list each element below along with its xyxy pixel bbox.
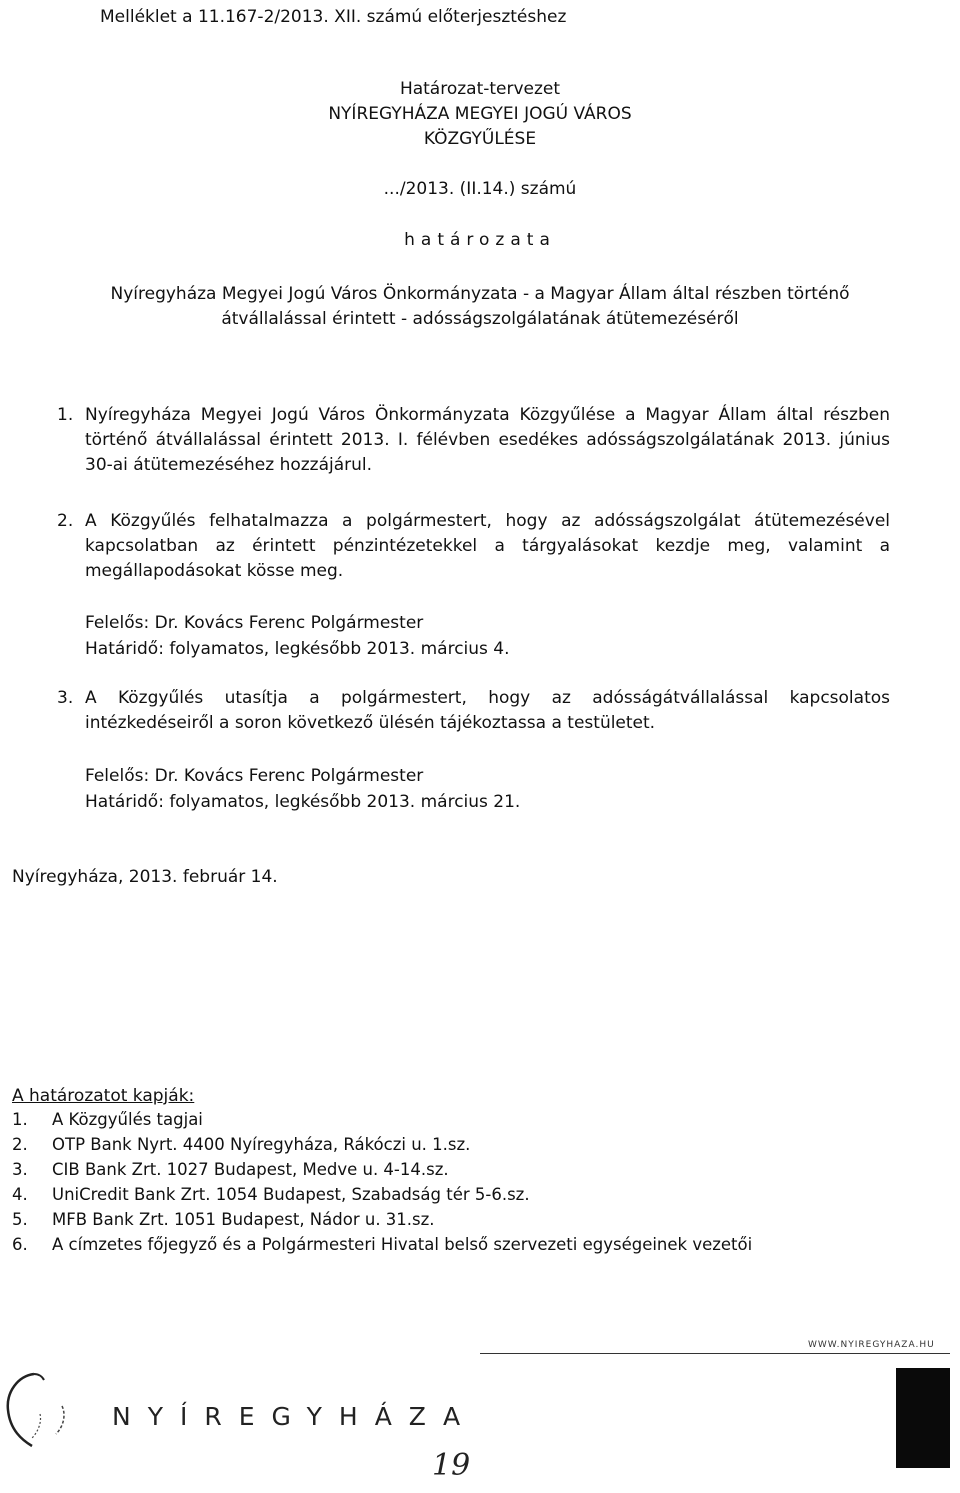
point-1-number: 1. [57, 405, 74, 425]
assembly-heading: KÖZGYŰLÉSE [423, 129, 537, 149]
point-3-number: 3. [57, 688, 74, 708]
attachment-reference: Melléklet a 11.167-2/2013. XII. számú előterjesztéshez [100, 7, 567, 27]
draft-label: Határozat-tervezet [399, 79, 561, 99]
recipient-item: 3. CIB Bank Zrt. 1027 Budapest, Medve u. 4-14.sz. [12, 1160, 449, 1179]
subject-line-1: Nyíregyháza Megyei Jogú Város Önkormányzata - a Magyar Állam által részben történő [110, 284, 850, 304]
resolution-word: határozata [404, 230, 556, 250]
footer-divider [480, 1353, 950, 1354]
point-3-deadline: Határidő: folyamatos, legkésőbb 2013. március 21. [85, 792, 521, 812]
recipient-item: 6. A címzetes főjegyző és a Polgármesteri Hivatal belső szervezeti egységeinek vezetői [12, 1235, 753, 1254]
point-2-responsible: Felelős: Dr. Kovács Ferenc Polgármester [85, 613, 424, 633]
recipients-heading: A határozatot kapják: [12, 1086, 195, 1106]
city-logo-swirl-icon [0, 1370, 80, 1460]
subject-line-2: átvállalással érintett - adósságszolgálatának átütemezéséről [221, 309, 739, 329]
recipient-item: 1. A Közgyűlés tagjai [12, 1110, 203, 1129]
point-2-number: 2. [57, 511, 74, 531]
city-logo-text: NYÍREGYHÁZA [112, 1402, 478, 1431]
point-2-text: A Közgyűlés felhatalmazza a polgármestert, hogy az adósságszolgálat átütemezésével kapcsolatban az érintett pénzintézetekkel a tárgyalásokat kezdje meg, valamint a megállapodásokat kösse meg. [85, 511, 890, 581]
footer-website: WWW.NYIREGYHAZA.HU [808, 1340, 935, 1350]
point-2-deadline: Határidő: folyamatos, legkésőbb 2013. március 4. [85, 639, 510, 659]
point-3-text: A Közgyűlés utasítja a polgármestert, hogy az adósságátvállalással kapcsolatos intézkedéseiről a soron következő ülésén tájékoztassa a testületet. [85, 688, 890, 733]
recipient-item: 5. MFB Bank Zrt. 1051 Budapest, Nádor u. 31.sz. [12, 1210, 435, 1229]
place-date: Nyíregyháza, 2013. február 14. [12, 867, 278, 887]
city-name-heading: NYÍREGYHÁZA MEGYEI JOGÚ VÁROS [328, 104, 632, 124]
point-3-responsible: Felelős: Dr. Kovács Ferenc Polgármester [85, 766, 424, 786]
recipient-item: 4. UniCredit Bank Zrt. 1054 Budapest, Szabadság tér 5-6.sz. [12, 1185, 530, 1204]
resolution-number: .../2013. (II.14.) számú [383, 179, 577, 199]
recipient-item: 2. OTP Bank Nyrt. 4400 Nyíregyháza, Rákóczi u. 1.sz. [12, 1135, 471, 1154]
handwritten-page-mark: 19 [432, 1448, 471, 1483]
point-1-text: Nyíregyháza Megyei Jogú Város Önkormányzata Közgyűlése a Magyar Állam által részben történő átvállalással érintett 2013. I. félévben esedékes adósságszolgálatának 2013. június 30-ai átütemezéséhez hozzájárul. [85, 405, 890, 475]
footer-black-block [896, 1368, 950, 1468]
